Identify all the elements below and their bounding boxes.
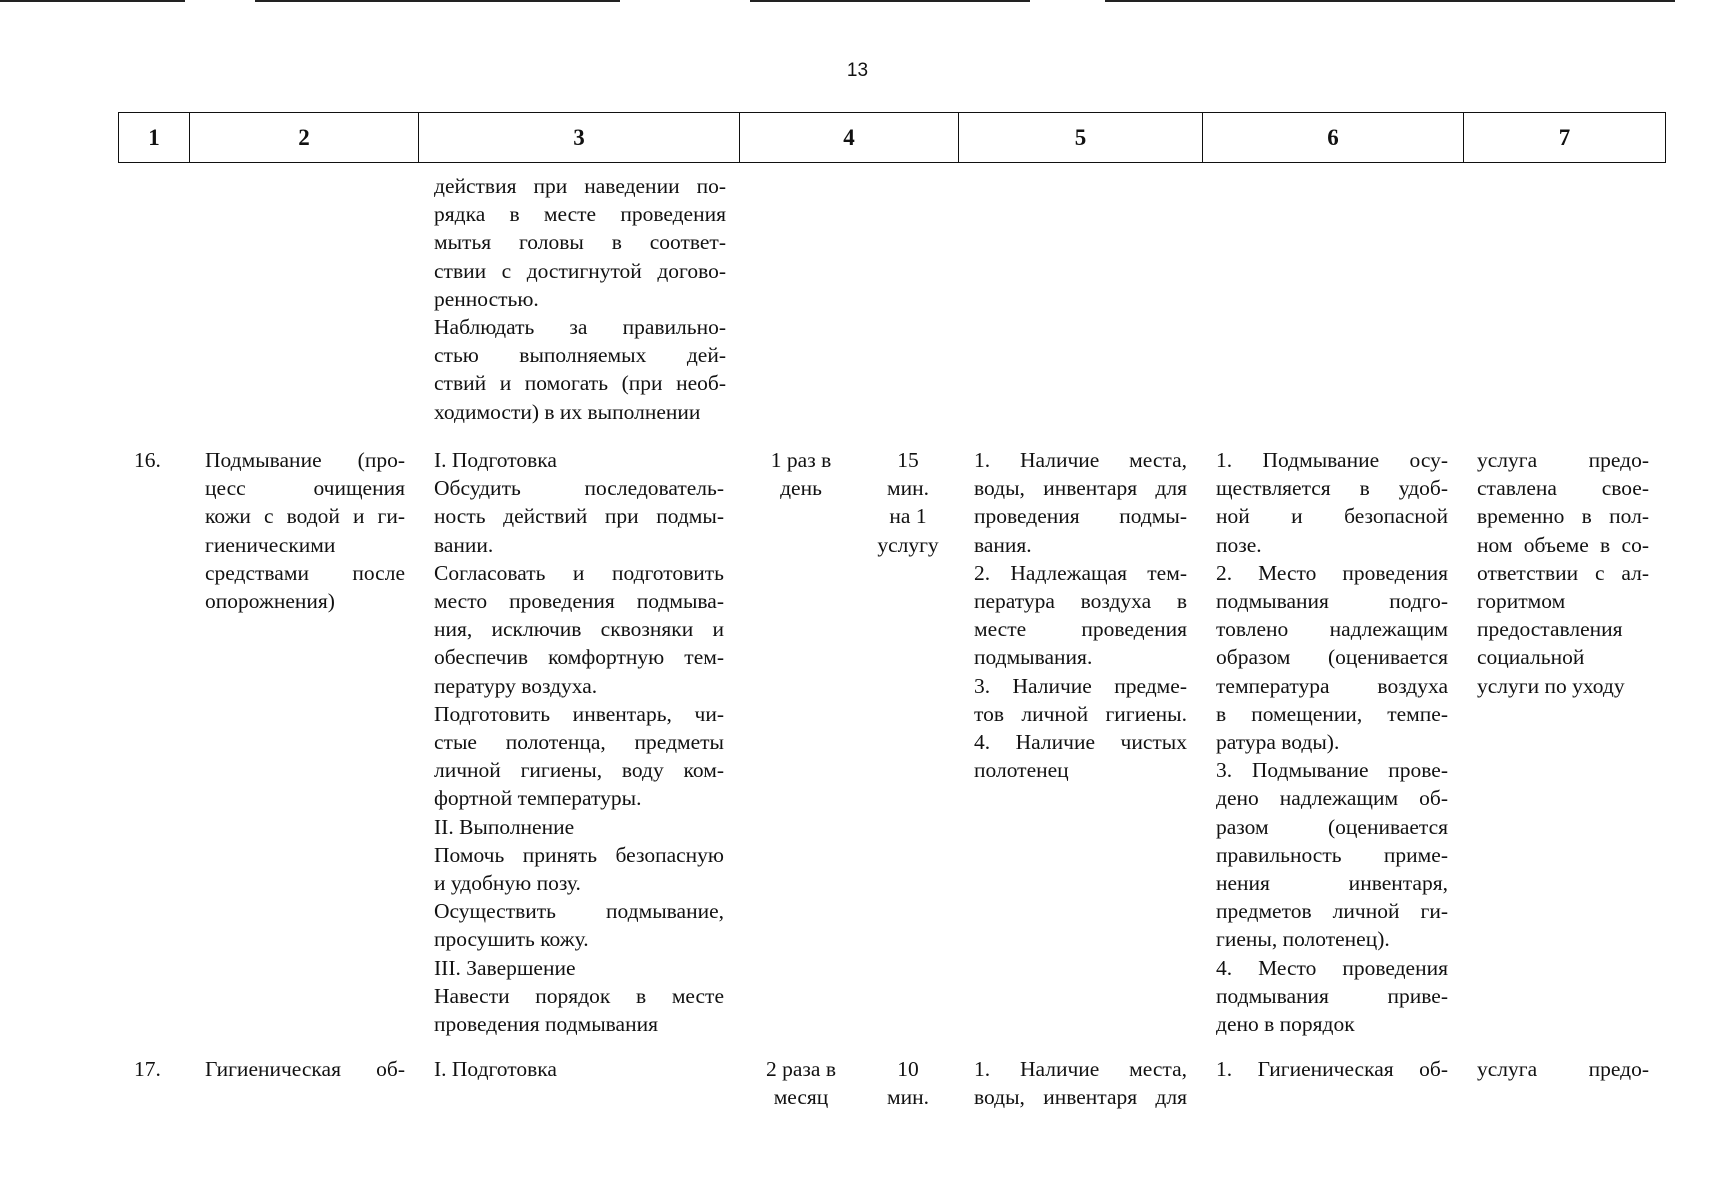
- row-17-evaluation: [1477, 1055, 1649, 1083]
- row-16-service-name: [205, 446, 405, 615]
- text-line: временно в пол-: [1477, 504, 1649, 529]
- text-line: просушить кожу.: [434, 927, 589, 952]
- text-line: 1. Гигиеническая об-: [1216, 1057, 1448, 1081]
- text-line: горитмом: [1477, 589, 1566, 614]
- text-line: ществляется в удоб-: [1216, 476, 1448, 501]
- text-line: ствии с достигнутой догово-: [434, 258, 726, 283]
- text-line: Согласовать и подготовить: [434, 560, 724, 585]
- text-line: мин.: [887, 1085, 929, 1110]
- text-line: воды, инвентаря для: [974, 476, 1187, 501]
- text-line: социальной: [1477, 645, 1585, 670]
- text-line: мин.: [887, 476, 929, 501]
- column-header: 3: [419, 113, 740, 163]
- text-line: ной и безопасной: [1216, 504, 1448, 529]
- column-header: 7: [1464, 113, 1666, 163]
- text-line: 2. Место проведения: [1216, 560, 1448, 585]
- text-line: услугу: [877, 532, 939, 557]
- text-line: полотенец: [974, 758, 1069, 783]
- text-line: обеспечив комфортную тем-: [434, 645, 724, 670]
- row-16-frequency: [755, 446, 847, 502]
- text-line: проведения подмывания: [434, 1012, 658, 1037]
- row-16-number: 16.: [134, 448, 161, 472]
- text-line: пература воздуха в: [974, 589, 1187, 614]
- continuation-col3: [434, 172, 726, 426]
- text-line: Обсудить последователь-: [434, 476, 724, 501]
- row-17-service-name: [205, 1055, 405, 1083]
- text-line: месяц: [773, 1085, 829, 1110]
- scan-edge-mark: [0, 0, 185, 2]
- row-16-evaluation: [1477, 446, 1649, 700]
- text-line: предметов личной ги-: [1216, 899, 1448, 924]
- text-line: вании.: [434, 532, 494, 557]
- text-line: разом (оценивается: [1216, 814, 1448, 839]
- text-line: 4. Место проведения: [1216, 955, 1448, 980]
- text-line: подмывания.: [974, 645, 1093, 670]
- text-line: товлено надлежащим: [1216, 617, 1448, 642]
- text-line: день: [780, 476, 822, 501]
- row-16-description: [434, 446, 724, 1038]
- text-line: кожи с водой и ги-: [205, 504, 405, 529]
- text-line: 4. Наличие чистых: [974, 730, 1187, 755]
- text-line: услуга предо-: [1477, 1057, 1649, 1081]
- text-line: 1. Наличие места,: [974, 448, 1187, 472]
- text-line: дено надлежащим об-: [1216, 786, 1448, 811]
- text-line: рядка в месте проведения: [434, 202, 726, 227]
- page-number: 13: [846, 60, 869, 81]
- row-16-quality-indicators: [1216, 446, 1448, 1038]
- text-line: месте проведения: [974, 617, 1187, 642]
- text-line: нения инвентаря,: [1216, 871, 1448, 896]
- text-line: средствами после: [205, 560, 405, 585]
- text-line: подмывания приве-: [1216, 983, 1448, 1008]
- text-line: температура воздуха: [1216, 673, 1448, 698]
- row-17-duration: [865, 1055, 951, 1111]
- text-line: 3. Наличие предме-: [974, 673, 1187, 698]
- text-line: место проведения подмыва-: [434, 589, 724, 614]
- text-line: I. Подготовка: [434, 1057, 557, 1081]
- text-line: Подготовить инвентарь, чи-: [434, 701, 724, 726]
- text-line: стые полотенца, предметы: [434, 730, 724, 755]
- text-line: 10: [897, 1057, 919, 1081]
- row-17-quality-indicators: [1216, 1055, 1448, 1083]
- text-line: воды, инвентаря для: [974, 1085, 1187, 1110]
- text-line: личной гигиены, воду ком-: [434, 758, 724, 783]
- text-line: 1. Подмывание осу-: [1216, 448, 1448, 472]
- row-17-description: [434, 1055, 724, 1083]
- text-line: ратура воды).: [1216, 730, 1340, 755]
- text-line: стью выполняемых дей-: [434, 343, 726, 368]
- text-line: Навести порядок в месте: [434, 983, 724, 1008]
- text-line: цесс очищения: [205, 476, 405, 501]
- text-line: мытья головы в соответ-: [434, 230, 726, 255]
- text-line: дено в порядок: [1216, 1012, 1355, 1037]
- text-line: правильность приме-: [1216, 842, 1448, 867]
- text-line: Наблюдать за правильно-: [434, 315, 726, 340]
- text-line: ренностью.: [434, 286, 539, 311]
- scan-edge-mark: [255, 0, 620, 2]
- text-line: ния, исключив сквозняки и: [434, 617, 724, 642]
- text-line: 15: [897, 448, 919, 472]
- scan-edge-mark: [1105, 0, 1675, 2]
- text-line: гиены, полотенец).: [1216, 927, 1390, 952]
- text-line: 1. Наличие места,: [974, 1057, 1187, 1081]
- text-line: ответствии с ал-: [1477, 560, 1649, 585]
- column-header-row: [118, 112, 1666, 163]
- row-16-conditions: [974, 446, 1187, 784]
- text-line: Подмывание (про-: [205, 448, 405, 472]
- text-line: в помещении, темпе-: [1216, 701, 1448, 726]
- text-line: III. Завершение: [434, 955, 576, 980]
- text-line: на 1: [889, 504, 927, 529]
- text-line: 1 раз в: [770, 448, 832, 472]
- text-line: опорожнения): [205, 589, 335, 614]
- text-line: ходимости) в их выполнении: [434, 399, 701, 424]
- text-line: фортной температуры.: [434, 786, 642, 811]
- column-header: 2: [190, 113, 419, 163]
- text-line: пературу воздуха.: [434, 673, 598, 698]
- text-line: ном объеме в со-: [1477, 532, 1649, 557]
- row-16-duration: [865, 446, 951, 559]
- text-line: вания.: [974, 532, 1032, 557]
- row-17-frequency: [750, 1055, 852, 1111]
- text-line: Осуществить подмывание,: [434, 899, 724, 924]
- text-line: действия при наведении по-: [434, 174, 726, 198]
- text-line: 2. Надлежащая тем-: [974, 560, 1187, 585]
- text-line: услуги по уходу: [1477, 673, 1625, 698]
- text-line: Гигиеническая об-: [205, 1057, 405, 1081]
- text-line: предоставления: [1477, 617, 1623, 642]
- text-line: подмывания подго-: [1216, 589, 1448, 614]
- row-17-conditions: [974, 1055, 1187, 1111]
- text-line: и удобную позу.: [434, 871, 581, 896]
- column-header: 4: [740, 113, 959, 163]
- scan-edge-mark: [750, 0, 1030, 2]
- column-header: 6: [1203, 113, 1464, 163]
- text-line: I. Подготовка: [434, 448, 557, 472]
- text-line: позе.: [1216, 532, 1262, 557]
- text-line: ставлена свое-: [1477, 476, 1649, 501]
- text-line: проведения подмы-: [974, 504, 1187, 529]
- text-line: ность действий при подмы-: [434, 504, 724, 529]
- row-17-number: 17.: [134, 1057, 161, 1081]
- text-line: 2 раза в: [766, 1057, 836, 1081]
- text-line: тов личной гигиены.: [974, 701, 1187, 726]
- text-line: ствий и помогать (при необ-: [434, 371, 726, 396]
- text-line: Помочь принять безопасную: [434, 842, 724, 867]
- text-line: образом (оценивается: [1216, 645, 1448, 670]
- text-line: гиеническими: [205, 532, 336, 557]
- text-line: II. Выполнение: [434, 814, 575, 839]
- column-header: 5: [959, 113, 1203, 163]
- column-header: 1: [119, 113, 190, 163]
- text-line: услуга предо-: [1477, 448, 1649, 472]
- text-line: 3. Подмывание прове-: [1216, 758, 1448, 783]
